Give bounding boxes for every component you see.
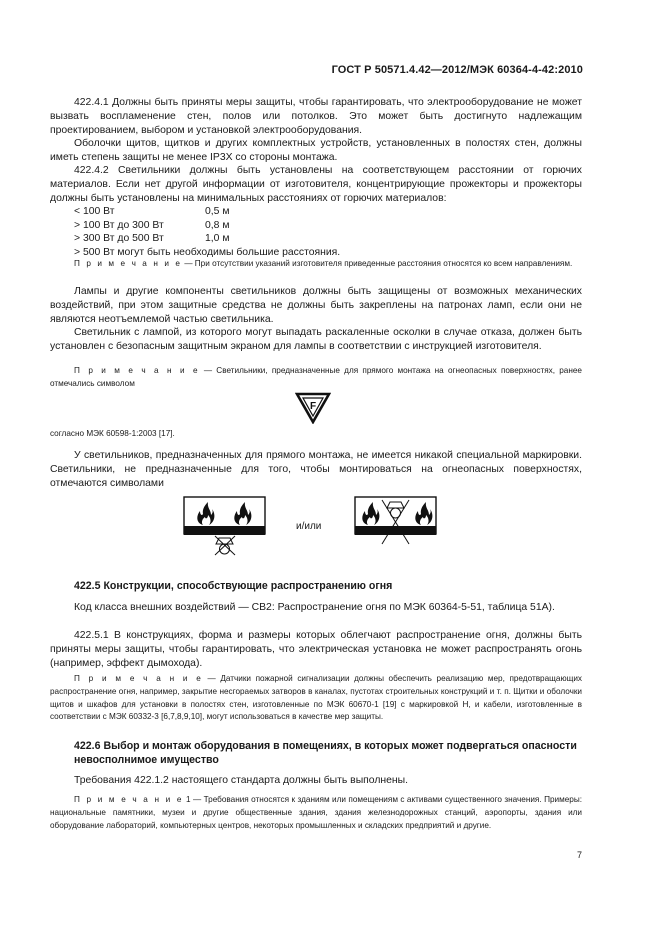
note-2: [50, 365, 582, 391]
note-1: [50, 258, 582, 271]
note-text: — Датчики пожарной сигнализации должны обеспечить реализацию мер, предотвращающих распространение огня, например, закрытие несгораемых затворов в каналах, пустотах строительных конструкций и т. п. Щитки и оболочки щитов и шкафов для установки в полостях стен, изготовленные по МЭК 60670-1 [19] с маркировкой Н, и кабели, изготовленные в соответствии с МЭК 60332-3 [6,7,8,9,10], могут использоваться в качестве мер защиты.: [50, 674, 582, 722]
fire-surface-symbol-icon: [183, 496, 266, 556]
power-label: > 300 Вт до 500 Вт: [74, 233, 164, 245]
note-label: П р и м е ч а н и е: [74, 795, 184, 804]
distance-last: > 500 Вт могут быть необходимы большие расстояния.: [74, 247, 341, 259]
list-item: [74, 232, 340, 246]
note-text: — При отсутствии указаний изготовителя приведенные расстояния относятся ко всем направлениям.: [182, 259, 573, 268]
note-label: П р и м е ч а н и е: [74, 674, 203, 683]
fire-f-triangle-icon: [295, 392, 331, 424]
paragraph-requirements: Требования 422.1.2 настоящего стандарта должны быть выполнены.: [74, 775, 409, 786]
and-or-label: и/или: [296, 521, 322, 532]
distance-list: [74, 205, 340, 260]
paragraph-luminaire-shield: Светильник с лампой, из которого могут выпадать раскаленные осколки в случае отказа, должен быть установлен с безопасным защитным экраном для лампы в соответствии с инструкцией изготовителя.: [50, 327, 582, 352]
distance-value: 1,0 м: [205, 233, 230, 245]
note-text: 1 — Требования относятся к зданиям или помещениям с активами существенного значения. Примеры: национальные памятники, музеи и другие общественные здания, здания железнодорожных станций, аэропорты, здания или оборудование лабораторий, компьютерных центров, некоторых промышленных и складских предприятий и другие.: [50, 795, 582, 830]
paragraph-enclosures: Оболочки щитов, щитков и других комплектных устройств, установленных в полостях стен, должны иметь степень защиты не менее IP3X со стороны монтажа.: [50, 138, 582, 163]
distance-value: 0,5 м: [205, 206, 230, 217]
paragraph-marking: У светильников, предназначенных для прямого монтажа, не имеется никакой специальной маркировки. Светильники, не предназначенные для того, чтобы монтироваться на огнеопасных поверхностях, отмечаются символами: [50, 450, 582, 489]
note-label: П р и м е ч а н и е: [74, 259, 183, 268]
list-item: [74, 219, 340, 233]
f-letter: F: [309, 401, 317, 412]
note-text: — Светильники, предназначенные для прямого монтажа на огнеопасных поверхностях, ранее отмечались символом: [50, 366, 582, 388]
distance-value: 0,8 м: [205, 219, 230, 231]
note-3: [50, 673, 582, 724]
page-number: 7: [576, 850, 582, 860]
section-heading-422-6: 422.6 Выбор и монтаж оборудования в помещениях, в которых может подвергаться опасности невосполнимое имущество: [74, 740, 577, 766]
note-2-tail: согласно МЭК 60598-1:2003 [17].: [50, 429, 175, 438]
note-label: П р и м е ч а н и е: [74, 366, 200, 375]
paragraph-cb2: Код класса внешних воздействий — CB2: Распространение огня по МЭК 60364-5-51, таблица 51А).: [74, 602, 555, 613]
fire-surface-symbol-alt-icon: [354, 496, 437, 548]
section-heading-422-5: 422.5 Конструкции, способствующие распространению огня: [74, 580, 393, 592]
paragraph-422-5-1: 422.5.1 В конструкциях, форма и размеры которых облегчают распространение огня, должны быть приняты меры защиты, чтобы гарантировать, что электрическая установка не может распространять огонь (например, эффект дымохода).: [50, 630, 582, 669]
document-header: ГОСТ Р 50571.4.42—2012/МЭК 60364-4-42:2010: [331, 64, 583, 76]
paragraph-422-4-1: 422.4.1 Должны быть приняты меры защиты, чтобы гарантировать, что электрооборудование не может вызвать воспламенение стен, полов или потолков. Это может быть достигнуто надлежащим проектированием, выбором и установкой электрооборудования.: [50, 97, 582, 136]
paragraph-422-4-2: 422.4.2 Светильники должны быть установлены на соответствующем расстоянии от горючих материалов. Если нет другой информации от изготовителя, концентрирующие прожекторы и прожекторы должны быть установлены на минимальных расстояниях от горючих материалов:: [50, 165, 582, 204]
power-label: < 100 Вт: [74, 206, 115, 217]
list-item: [74, 205, 340, 219]
power-label: > 100 Вт до 300 Вт: [74, 219, 164, 231]
paragraph-lamps: Лампы и другие компоненты светильников должны быть защищены от возможных механических воздействий, при этом защитные средства не должны быть закреплены на патронах ламп, если они не являются неотъемлемой частью светильника.: [50, 286, 582, 325]
note-4: [50, 794, 582, 832]
